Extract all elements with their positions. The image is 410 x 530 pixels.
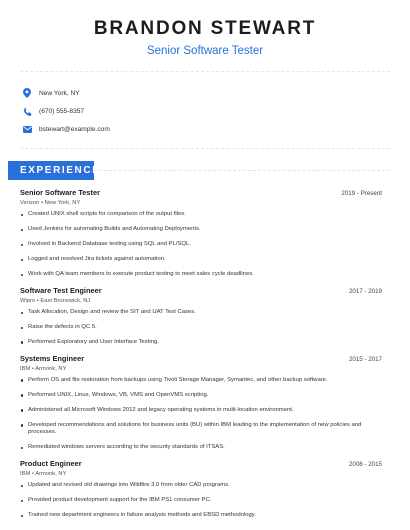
job-bullets bbox=[20, 482, 382, 520]
job-bullet: Developed recommendations and solutions for business units (BU) within IBM leading to the implementation of new policies and processes. bbox=[20, 422, 382, 437]
job-bullets bbox=[20, 309, 382, 347]
job-bullet: Provided product development support for the IBM PS1 consumer PC. bbox=[20, 497, 382, 505]
job-company-location: Verizon • New York, NY bbox=[20, 200, 81, 206]
job-bullet: Performed Exploratory and User Interface Testing. bbox=[20, 339, 382, 347]
job-entry bbox=[20, 286, 382, 347]
job-bullet: Performed UNIX, Linux, Windows, VB, VMS and OpenVMS scripting. bbox=[20, 392, 382, 400]
email-icon bbox=[22, 124, 32, 134]
contact-list bbox=[0, 72, 410, 138]
contact-phone-text: (670) 555-8357 bbox=[39, 107, 85, 115]
experience-heading-rule bbox=[94, 170, 390, 171]
contact-divider bbox=[20, 148, 390, 149]
job-bullet: Work with QA team members to execute product testing to meet sales cycle deadlines. bbox=[20, 271, 382, 279]
job-entry bbox=[20, 459, 382, 520]
job-bullet: Logged and resolved Jira tickets against automation. bbox=[20, 256, 382, 264]
job-title: Senior Software Tester bbox=[20, 188, 100, 197]
job-bullet: Perform OS and file restoration from backups using Tivoli Storage Manager, Symantec, and other backup software. bbox=[20, 377, 382, 385]
contact-phone bbox=[22, 102, 410, 120]
contact-location bbox=[22, 84, 410, 102]
location-pin-icon bbox=[22, 88, 32, 98]
job-bullets bbox=[20, 377, 382, 452]
candidate-name: BRANDON STEWART bbox=[93, 18, 317, 39]
experience-list bbox=[20, 188, 382, 527]
job-bullet: Involved in Backend Database testing using SQL and PL/SQL. bbox=[20, 241, 382, 249]
job-bullet: Used Jenkins for automating Builds and Automating Deployments. bbox=[20, 226, 382, 234]
job-bullet: Task Allocation, Design and review the SIT and UAT Test Cases. bbox=[20, 309, 382, 317]
job-bullet: Trained new department engineers in failure analysis methods and EBSD methodology. bbox=[20, 512, 382, 520]
contact-location-text: New York, NY bbox=[39, 89, 80, 97]
job-title: Product Engineer bbox=[20, 459, 82, 469]
job-title: Software Test Engineer bbox=[20, 285, 102, 295]
job-entry bbox=[20, 354, 382, 452]
phone-icon bbox=[22, 106, 32, 116]
job-dates: 2017 - 2019 bbox=[348, 287, 382, 295]
job-bullet: Created UNIX shell scripts for comparison of the output files. bbox=[20, 211, 382, 219]
job-bullet: Administered all Microsoft Windows 2012 and legacy operating systems in multi-location environment. bbox=[20, 407, 382, 415]
job-bullet: Remediated windows servers according to the security standards of ITSAS. bbox=[20, 444, 382, 452]
experience-heading: EXPERIENCE bbox=[8, 161, 94, 180]
job-company-location: Wipro • East Brunswick, NJ bbox=[20, 297, 91, 304]
resume-header bbox=[0, 0, 410, 58]
job-bullet: Raise the defects in QC 5. bbox=[20, 324, 382, 332]
job-company-location: IBM • Armonk, NY bbox=[20, 365, 67, 372]
contact-email-text: bstewart@example.com bbox=[39, 125, 110, 133]
candidate-role: Senior Software Tester bbox=[146, 45, 264, 57]
job-dates: 2019 - Present bbox=[341, 190, 382, 197]
job-bullets bbox=[20, 211, 382, 279]
job-bullet: Updated and revised old drawings into Wildfire 3.0 from older CAD programs. bbox=[20, 482, 382, 490]
job-dates: 2008 - 2015 bbox=[348, 461, 382, 469]
job-title: Systems Engineer bbox=[20, 353, 85, 363]
job-company-location: IBM • Armonk, NY bbox=[20, 471, 67, 478]
job-dates: 2015 - 2017 bbox=[348, 355, 382, 363]
contact-email bbox=[22, 120, 410, 138]
job-entry bbox=[20, 188, 382, 279]
